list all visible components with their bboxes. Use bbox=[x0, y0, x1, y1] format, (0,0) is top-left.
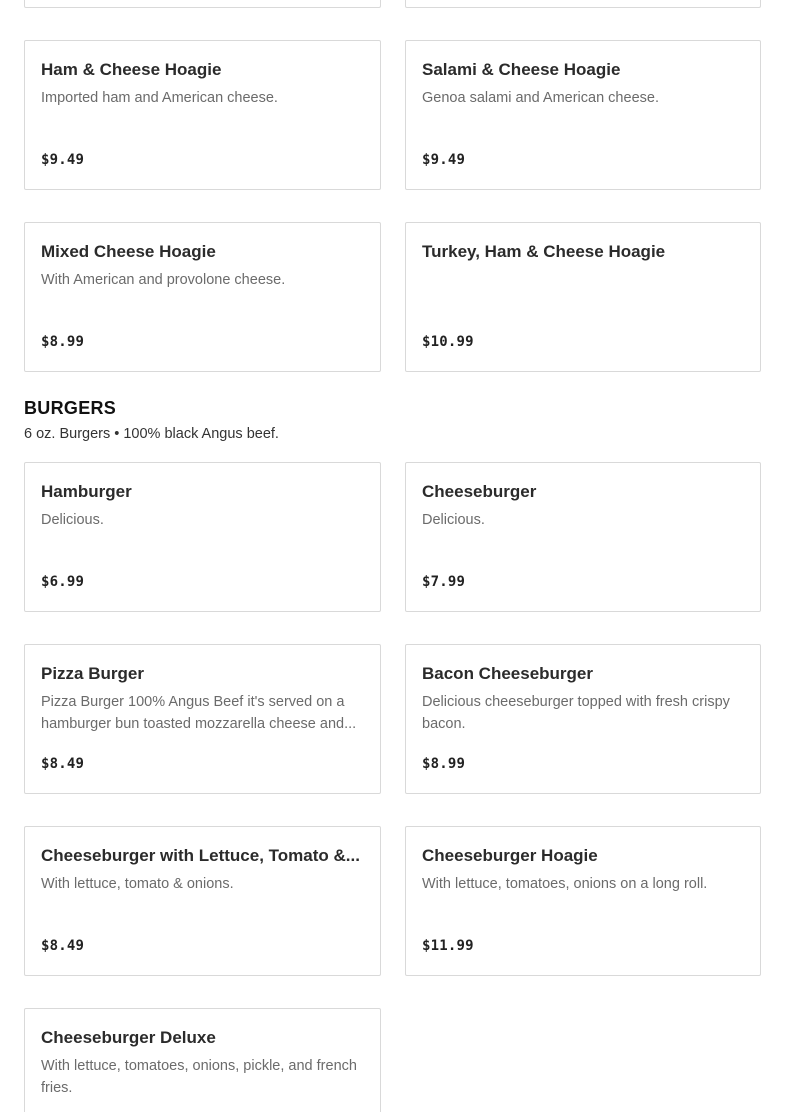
item-description: Delicious cheeseburger topped with fresh crispy bacon. bbox=[422, 694, 730, 732]
item-price: $10.99 bbox=[422, 334, 474, 350]
section-subtitle: 6 oz. Burgers • 100% black Angus beef. bbox=[24, 426, 279, 442]
menu-item-card[interactable] bbox=[405, 40, 761, 190]
item-name: Cheeseburger with Lettuce, Tomato &... bbox=[41, 846, 360, 865]
menu-item-card[interactable] bbox=[24, 826, 381, 976]
menu-item-card[interactable] bbox=[405, 826, 761, 976]
item-name: Cheeseburger Hoagie bbox=[422, 846, 598, 865]
menu-item-card[interactable] bbox=[24, 40, 381, 190]
item-description: With lettuce, tomato & onions. bbox=[41, 876, 234, 892]
item-description: With lettuce, tomatoes, onions on a long roll. bbox=[422, 876, 708, 892]
item-name: Cheeseburger Deluxe bbox=[41, 1028, 216, 1047]
menu-item-card[interactable] bbox=[405, 0, 761, 8]
previous-items-grid bbox=[24, 0, 761, 8]
hoagies-items-grid bbox=[24, 40, 761, 372]
item-name: Pizza Burger bbox=[41, 664, 144, 683]
item-description: Delicious. bbox=[422, 512, 485, 528]
item-name: Mixed Cheese Hoagie bbox=[41, 242, 216, 261]
menu-item-card[interactable] bbox=[24, 644, 381, 794]
menu-item-card[interactable] bbox=[24, 1008, 381, 1112]
item-price: $7.99 bbox=[422, 574, 466, 590]
item-description: Imported ham and American cheese. bbox=[41, 90, 278, 106]
menu-item-card[interactable] bbox=[405, 644, 761, 794]
item-name: Ham & Cheese Hoagie bbox=[41, 60, 222, 79]
item-description: With lettuce, tomatoes, onions, pickle, and french fries. bbox=[41, 1058, 357, 1096]
item-price: $8.99 bbox=[41, 334, 85, 350]
item-name: Cheeseburger bbox=[422, 482, 537, 501]
item-price: $8.49 bbox=[41, 756, 85, 772]
burgers-section-header bbox=[24, 397, 279, 444]
menu-item-card[interactable] bbox=[24, 222, 381, 372]
item-price: $9.49 bbox=[41, 152, 85, 168]
menu-item-card[interactable] bbox=[405, 222, 761, 372]
item-description: Genoa salami and American cheese. bbox=[422, 90, 659, 106]
item-name: Salami & Cheese Hoagie bbox=[422, 60, 621, 79]
menu-item-card[interactable] bbox=[405, 462, 761, 612]
item-price: $8.49 bbox=[41, 938, 85, 954]
section-title: BURGERS bbox=[24, 398, 117, 418]
burgers-items-grid bbox=[24, 462, 761, 1112]
item-name: Hamburger bbox=[41, 482, 132, 501]
item-description: Delicious. bbox=[41, 512, 104, 528]
item-name: Bacon Cheeseburger bbox=[422, 664, 593, 683]
item-price: $9.49 bbox=[422, 152, 466, 168]
item-price: $8.99 bbox=[422, 756, 466, 772]
item-description: With American and provolone cheese. bbox=[41, 272, 286, 288]
item-description: Pizza Burger 100% Angus Beef it's served on a hamburger bun toasted mozzarella cheese and... bbox=[41, 694, 357, 732]
item-price: $6.99 bbox=[41, 574, 85, 590]
menu-item-card[interactable] bbox=[24, 0, 381, 8]
item-name: Turkey, Ham & Cheese Hoagie bbox=[422, 242, 666, 261]
menu-item-card[interactable] bbox=[24, 462, 381, 612]
item-price: $11.99 bbox=[422, 938, 474, 954]
